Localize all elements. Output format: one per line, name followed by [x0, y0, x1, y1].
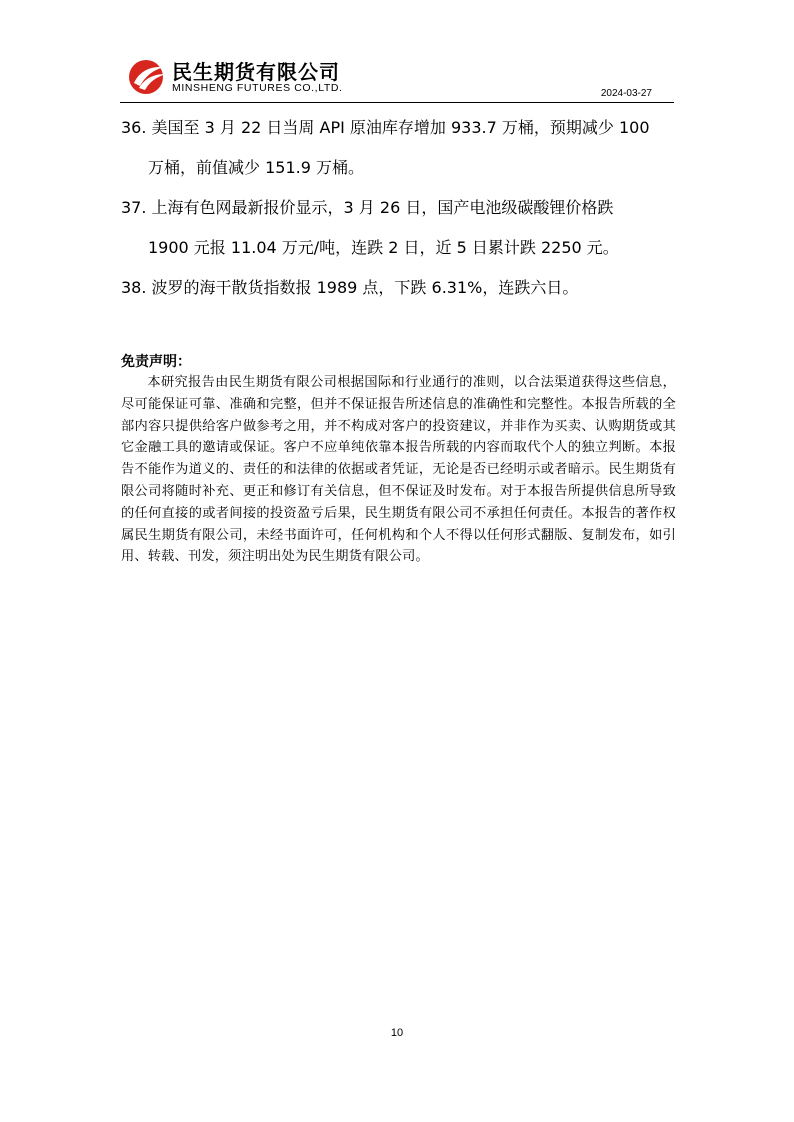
page-header — [120, 52, 674, 103]
news-item-38 — [121, 268, 681, 308]
disclaimer-body: 本研究报告由民生期货有限公司根据国际和行业通行的准则，以合法渠道获得这些信息，尽可能保证可靠、准确和完整，但并不保证报告所述信息的准确性和完整性。本报告所载的全部内容只提供给客户做参考之用，并不构成对客户的投资建议，并非作为买卖、认购期货或其它金融工具的邀请或保证。客户不应单纯依靠本报告所载的内容而取代个人的独立判断。本报告不能作为道义的、责任的和法律的依据或者凭证，无论是否已经明示或者暗示。民生期货有限公司将随时补充、更正和修订有关信息，但不保证及时发布。对于本报告所提供信息所导致的任何直接的或者间接的投资盈亏后果，民生期货有限公司不承担任何责任。本报告的著作权属民生期货有限公司，未经书面许可，任何机构和个人不得以任何形式翻版、复制发布，如引用、转载、刊发，须注明出处为民生期货有限公司。 — [121, 375, 676, 565]
minsheng-logo-icon — [126, 56, 168, 96]
news-item-line: 37. 上海有色网最新报价显示，3 月 26 日，国产电池级碳酸锂价格跌 — [121, 198, 614, 217]
company-name-en: MINSHENG FUTURES CO.,LTD. — [172, 82, 343, 94]
disclaimer-section — [121, 352, 676, 568]
news-item-line: 万桶，前值减少 151.9 万桶。 — [148, 158, 364, 177]
news-item-36 — [121, 108, 681, 188]
disclaimer-title: 免责声明： — [121, 354, 191, 370]
news-item-line: 38. 波罗的海干散货指数报 1989 点，下跌 6.31%，连跌六日。 — [121, 278, 579, 297]
page-number: 10 — [390, 1027, 404, 1039]
company-logo — [126, 56, 386, 98]
news-item-37 — [121, 188, 681, 268]
news-item-line: 1900 元报 11.04 万元/吨，连跌 2 日，近 5 日累计跌 2250 元。 — [148, 238, 619, 257]
news-item-line: 36. 美国至 3 月 22 日当周 API 原油库存增加 933.7 万桶，预期减少 100 — [121, 118, 650, 137]
company-name-cn: 民生期货有限公司 — [172, 60, 340, 84]
news-list — [121, 108, 681, 308]
report-date: 2024-03-27 — [600, 88, 652, 99]
